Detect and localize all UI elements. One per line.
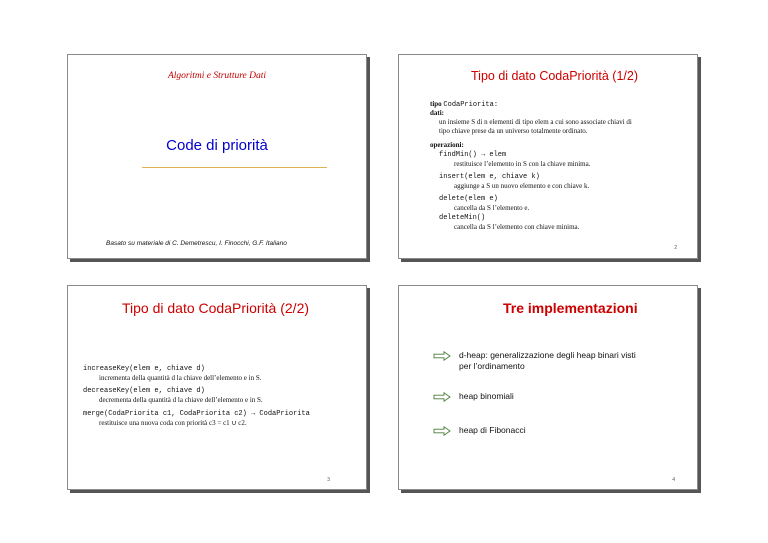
slide-title: Tipo di dato CodaPriorità (1/2): [471, 69, 638, 83]
data-label: dati:: [430, 109, 444, 117]
arrow-right-icon: [433, 426, 451, 436]
list-item: [433, 391, 514, 402]
operations-label: operazioni:: [430, 141, 464, 149]
arrow-right-icon: [433, 351, 451, 361]
op-description: cancella da S l’elemento con chiave minima.: [454, 223, 580, 231]
type-keyword: tipo: [430, 100, 442, 108]
op-description: restituisce l’elemento in S con la chiave minima.: [454, 160, 591, 168]
op-description: decrementa della quantità d la chiave dell’elemento e in S.: [99, 396, 263, 404]
course-title: Algoritmi e Strutture Dati: [167, 71, 267, 81]
op-signature: merge(CodaPriorita c1, CodaPriorita c2) → CodaPriorita: [83, 410, 310, 418]
arrow-right-icon: [433, 392, 451, 402]
slide-1: [67, 54, 367, 259]
slide-title: Code di priorità: [166, 137, 268, 154]
title-divider: [142, 167, 327, 168]
op-description: cancella da S l’elemento e.: [454, 204, 530, 212]
list-item: [433, 350, 644, 372]
op-description: restituisce una nuova coda con priorità c3 = c1 ∪ c2.: [99, 419, 247, 427]
page-number: 3: [327, 477, 330, 483]
op-signature: deleteMin(): [439, 214, 486, 222]
page-number: 4: [672, 477, 675, 483]
list-item-text: d-heap: generalizzazione degli heap binari visti per l’ordinamento: [459, 350, 636, 371]
data-line-1: un insieme S di n elementi di tipo elem a cui sono associate chiavi di: [439, 118, 632, 126]
slide-3: [67, 285, 367, 490]
op-signature: insert(elem e, chiave k): [439, 173, 540, 181]
credit-text: Basato su materiale di C. Demetrescu, I. Finocchi, G.F. Italiano: [106, 240, 287, 247]
list-item: [433, 425, 526, 436]
slide-title: Tre implementazioni: [503, 300, 638, 316]
slide-4: [398, 285, 698, 490]
list-item-text: heap di Fibonacci: [459, 425, 526, 435]
data-line-2: tipo chiave prese da un universo totalmente ordinato.: [439, 127, 588, 135]
op-signature: findMin() → elem: [439, 151, 507, 159]
op-description: aggiunge a S un nuovo elemento e con chiave k.: [454, 182, 590, 190]
list-item-text: heap binomiali: [459, 391, 514, 401]
op-signature: increaseKey(elem e, chiave d): [83, 365, 205, 373]
op-signature: decreaseKey(elem e, chiave d): [83, 387, 205, 395]
slide-2: [398, 54, 698, 259]
page-number: 2: [674, 245, 677, 251]
type-name: CodaPriorita:: [443, 101, 499, 109]
op-description: incrementa della quantità d la chiave dell’elemento e in S.: [99, 374, 262, 382]
op-signature: delete(elem e): [439, 195, 498, 203]
slide-title: Tipo di dato CodaPriorità (2/2): [122, 300, 310, 316]
